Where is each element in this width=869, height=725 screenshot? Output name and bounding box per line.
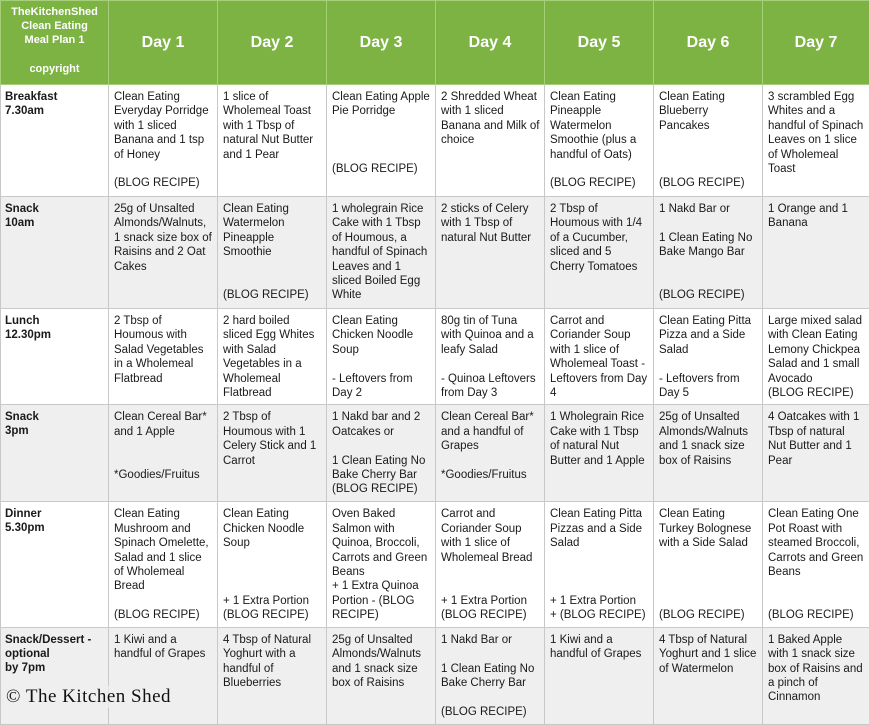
day-header-2: Day 2 [218, 1, 327, 85]
meal-cell: 1 Kiwi and a handful of Grapes [545, 627, 654, 724]
meal-cell: Clean Eating Pineapple Watermelon Smoothie (plus a handful of Oats) (BLOG RECIPE) [545, 85, 654, 197]
meal-cell: Clean Eating Apple Pie Porridge (BLOG RECIPE) [327, 85, 436, 197]
meal-cell: Carrot and Coriander Soup with 1 slice of Wholemeal Toast - Leftovers from Day 4 [545, 309, 654, 405]
row-label-lunch: Lunch 12.30pm [1, 309, 109, 405]
meal-cell: 25g of Unsalted Almonds/Walnuts and 1 snack size box of Raisins [654, 405, 763, 502]
meal-cell: 2 hard boiled sliced Egg Whites with Salad Vegetables in a Wholemeal Flatbread [218, 309, 327, 405]
meal-cell: Clean Cereal Bar* and a handful of Grapes *Goodies/Fruitus [436, 405, 545, 502]
meal-cell: 2 Tbsp of Houmous with 1 Celery Stick and 1 Carrot [218, 405, 327, 502]
row-label-snack-10am: Snack 10am [1, 197, 109, 309]
meal-cell: Large mixed salad with Clean Eating Lemony Chickpea Salad and 1 small Avocado (BLOG RECIPE) [763, 309, 869, 405]
meal-cell: 1 Wholegrain Rice Cake with 1 Tbsp of natural Nut Butter and 1 Apple [545, 405, 654, 502]
row-label-snack-dessert: Snack/Dessert - optional by 7pm [1, 627, 109, 724]
meal-cell: 4 Tbsp of Natural Yoghurt with a handful of Blueberries [218, 627, 327, 724]
copyright-watermark: © The Kitchen Shed [6, 686, 171, 708]
meal-cell: Clean Eating Pitta Pizza and a Side Salad - Leftovers from Day 5 [654, 309, 763, 405]
day-header-5: Day 5 [545, 1, 654, 85]
meal-cell: 1 Orange and 1 Banana [763, 197, 869, 309]
meal-cell: 2 sticks of Celery with 1 Tbsp of natural Nut Butter [436, 197, 545, 309]
row-label-dinner: Dinner 5.30pm [1, 502, 109, 627]
meal-cell: 1 Nakd Bar or 1 Clean Eating No Bake Cherry Bar (BLOG RECIPE) [436, 627, 545, 724]
meal-row-dinner [1, 502, 869, 627]
row-label-breakfast: Breakfast 7.30am [1, 85, 109, 197]
meal-cell: 2 Shredded Wheat with 1 sliced Banana and Milk of choice [436, 85, 545, 197]
meal-cell: Carrot and Coriander Soup with 1 slice of Wholemeal Bread + 1 Extra Portion (BLOG RECIPE) [436, 502, 545, 627]
day-header-1: Day 1 [109, 1, 218, 85]
meal-cell: Clean Eating Turkey Bolognese with a Side Salad (BLOG RECIPE) [654, 502, 763, 627]
header-row [1, 1, 869, 85]
day-header-6: Day 6 [654, 1, 763, 85]
meal-row-lunch [1, 309, 869, 405]
plan-copyright: copyright [1, 62, 108, 76]
meal-cell: Clean Eating Chicken Noodle Soup + 1 Extra Portion (BLOG RECIPE) [218, 502, 327, 627]
meal-cell: 1 Nakd bar and 2 Oatcakes or 1 Clean Eating No Bake Cherry Bar (BLOG RECIPE) [327, 405, 436, 502]
meal-cell: Clean Eating Pitta Pizzas and a Side Salad + 1 Extra Portion + (BLOG RECIPE) [545, 502, 654, 627]
meal-cell: 1 Kiwi and a handful of Grapes [109, 627, 218, 724]
meal-cell: 3 scrambled Egg Whites and a handful of Spinach Leaves on 1 slice of Wholemeal Toast [763, 85, 869, 197]
meal-cell: 25g of Unsalted Almonds/Walnuts, 1 snack size box of Raisins and 2 Oat Cakes [109, 197, 218, 309]
day-header-4: Day 4 [436, 1, 545, 85]
meal-cell: Clean Eating Mushroom and Spinach Omelette, Salad and 1 slice of Wholemeal Bread (BLOG RECIPE) [109, 502, 218, 627]
plan-title: Clean Eating [1, 19, 108, 33]
meal-cell: 1 Baked Apple with 1 snack size box of Raisins and a pinch of Cinnamon [763, 627, 869, 724]
meal-row-snack-10am [1, 197, 869, 309]
day-header-3: Day 3 [327, 1, 436, 85]
meal-cell: 1 Nakd Bar or 1 Clean Eating No Bake Mango Bar (BLOG RECIPE) [654, 197, 763, 309]
meal-row-snack-3pm [1, 405, 869, 502]
meal-cell: 25g of Unsalted Almonds/Walnuts and 1 snack size box of Raisins [327, 627, 436, 724]
meal-cell: Oven Baked Salmon with Quinoa, Broccoli, Carrots and Green Beans + 1 Extra Quinoa Portion - (BLOG RECIPE) [327, 502, 436, 627]
meal-cell: 2 Tbsp of Houmous with Salad Vegetables in a Wholemeal Flatbread [109, 309, 218, 405]
meal-row-breakfast [1, 85, 869, 197]
meal-cell: 4 Tbsp of Natural Yoghurt and 1 slice of Watermelon [654, 627, 763, 724]
meal-cell: Clean Eating Watermelon Pineapple Smoothie (BLOG RECIPE) [218, 197, 327, 309]
meal-cell: Clean Eating Blueberry Pancakes (BLOG RECIPE) [654, 85, 763, 197]
meal-cell: 1 wholegrain Rice Cake with 1 Tbsp of Houmous, a handful of Spinach Leaves and 1 sliced Boiled Egg White [327, 197, 436, 309]
day-header-7: Day 7 [763, 1, 869, 85]
plan-brand: TheKitchenShed [1, 5, 108, 19]
meal-cell: Clean Eating Chicken Noodle Soup - Leftovers from Day 2 [327, 309, 436, 405]
plan-subtitle: Meal Plan 1 [1, 33, 108, 47]
meal-cell: 1 slice of Wholemeal Toast with 1 Tbsp of natural Nut Butter and 1 Pear [218, 85, 327, 197]
meal-cell: Clean Eating Everyday Porridge with 1 sliced Banana and 1 tsp of Honey (BLOG RECIPE) [109, 85, 218, 197]
plan-title-cell [1, 1, 109, 85]
meal-cell: 4 Oatcakes with 1 Tbsp of natural Nut Butter and 1 Pear [763, 405, 869, 502]
meal-cell: Clean Eating One Pot Roast with steamed Broccoli, Carrots and Green Beans (BLOG RECIPE) [763, 502, 869, 627]
row-label-snack-3pm: Snack 3pm [1, 405, 109, 502]
meal-cell: 80g tin of Tuna with Quinoa and a leafy Salad - Quinoa Leftovers from Day 3 [436, 309, 545, 405]
meal-cell: 2 Tbsp of Houmous with 1/4 of a Cucumber, sliced and 5 Cherry Tomatoes [545, 197, 654, 309]
meal-cell: Clean Cereal Bar* and 1 Apple *Goodies/Fruitus [109, 405, 218, 502]
